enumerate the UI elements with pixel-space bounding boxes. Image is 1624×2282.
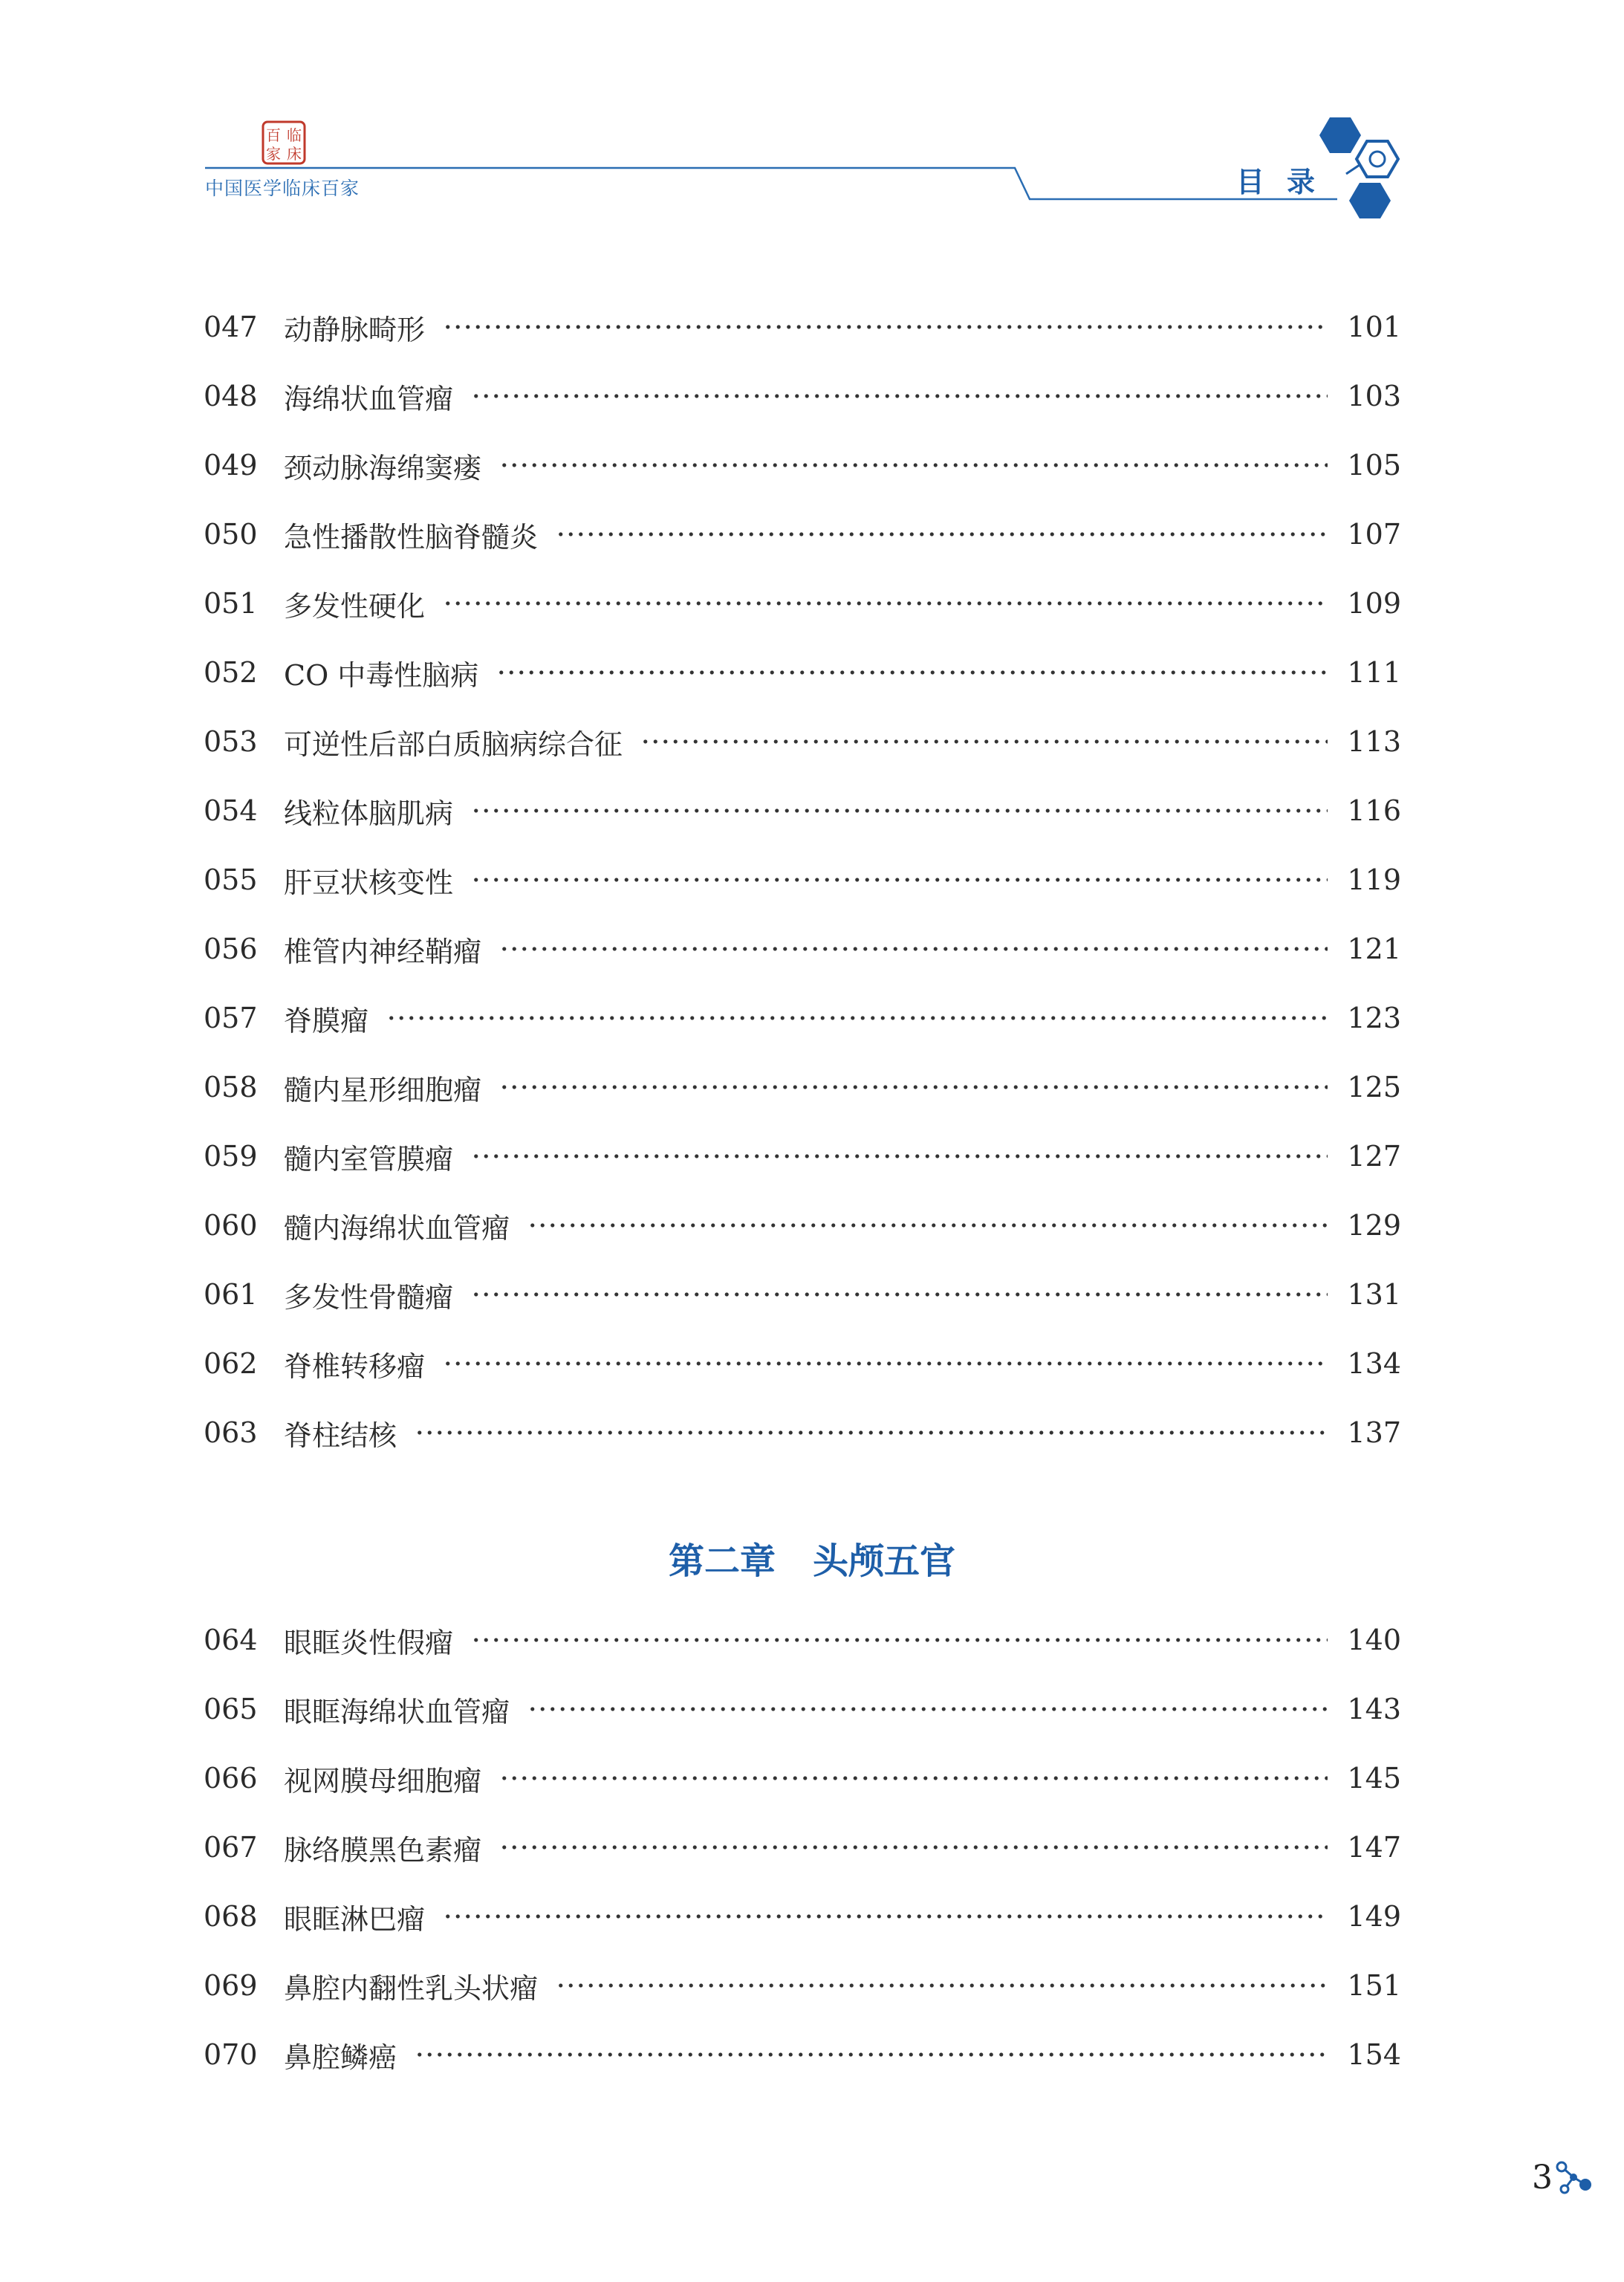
entry-title: 多发性硬化 [284, 589, 426, 623]
entry-title: 鼻腔鳞癌 [284, 2040, 397, 2074]
entry-page: 113 [1347, 725, 1401, 758]
entry-title: 髓内星形细胞瘤 [284, 1073, 482, 1106]
dot-leader [496, 669, 1328, 676]
entry-title: 海绵状血管瘤 [284, 382, 454, 415]
entry-number: 066 [204, 1762, 258, 1795]
dot-leader [471, 807, 1328, 814]
section-title: 目录 [1236, 166, 1338, 198]
entry-title: 眼眶淋巴瘤 [284, 1902, 426, 1936]
seal-logo [262, 120, 306, 165]
toc-entry[interactable] [204, 581, 1401, 626]
entry-title: 眼眶海绵状血管瘤 [284, 1695, 510, 1728]
dot-leader [471, 1636, 1328, 1644]
entry-number: 051 [204, 587, 258, 620]
toc-entry[interactable] [204, 1894, 1401, 1939]
entry-number: 055 [204, 863, 258, 896]
toc-entry[interactable] [204, 1065, 1401, 1109]
entry-page: 140 [1347, 1624, 1401, 1656]
toc-entry[interactable] [204, 1203, 1401, 1248]
entry-page: 149 [1347, 1900, 1401, 1933]
entry-page: 116 [1347, 794, 1401, 827]
svg-text:家: 家 [266, 145, 281, 163]
entry-page: 107 [1347, 518, 1401, 551]
entry-title: 动静脉畸形 [284, 313, 426, 346]
series-name: 中国医学临床百家 [205, 178, 360, 199]
entry-title: 脉络膜黑色素瘤 [284, 1833, 482, 1867]
svg-text:临: 临 [287, 126, 302, 144]
entry-page: 119 [1347, 863, 1401, 896]
entry-number: 050 [204, 518, 258, 551]
toc-entry[interactable] [204, 2032, 1401, 2077]
hexagon-icon [1308, 111, 1412, 223]
dot-leader [499, 945, 1328, 953]
entry-title: 线粒体脑肌病 [284, 797, 454, 830]
entry-number: 058 [204, 1071, 258, 1103]
entry-page: 134 [1347, 1347, 1401, 1380]
entry-number: 048 [204, 380, 258, 412]
entry-title: 视网膜母细胞瘤 [284, 1764, 482, 1798]
entry-title: 颈动脉海绵窦瘘 [284, 451, 482, 484]
entry-number: 062 [204, 1347, 258, 1380]
toc-entry[interactable] [204, 650, 1401, 695]
entry-page: 143 [1347, 1693, 1401, 1725]
entry-number: 049 [204, 449, 258, 482]
toc-entry[interactable] [204, 719, 1401, 764]
entry-page: 111 [1347, 656, 1401, 689]
entry-page: 125 [1347, 1071, 1401, 1103]
entry-page: 129 [1347, 1209, 1401, 1242]
entry-page: 151 [1347, 1969, 1401, 2002]
entry-page: 127 [1347, 1140, 1401, 1173]
toc-entry[interactable] [204, 1963, 1401, 2008]
dot-leader [499, 1844, 1328, 1851]
chapter-name: 头颅五官 [813, 1540, 956, 1582]
dot-leader [499, 1083, 1328, 1091]
entry-number: 068 [204, 1900, 258, 1933]
toc-entry[interactable] [204, 374, 1401, 418]
entry-title: 可逆性后部白质脑病综合征 [284, 727, 623, 761]
toc-entry[interactable] [204, 1410, 1401, 1455]
chapter-label: 第二章 [668, 1540, 776, 1582]
entry-number: 065 [204, 1693, 258, 1725]
toc-entry[interactable] [204, 1687, 1401, 1731]
entry-page: 147 [1347, 1831, 1401, 1864]
dot-leader [471, 1153, 1328, 1160]
toc-entry[interactable] [204, 1341, 1401, 1386]
dot-leader [443, 600, 1328, 607]
entry-number: 053 [204, 725, 258, 758]
dot-leader [499, 461, 1328, 469]
entry-page: 103 [1347, 380, 1401, 412]
toc-entry[interactable] [204, 927, 1401, 971]
toc-entry[interactable] [204, 1618, 1401, 1662]
entry-number: 060 [204, 1209, 258, 1242]
dot-leader [386, 1014, 1328, 1022]
dot-leader [471, 392, 1328, 400]
dot-leader [443, 1360, 1328, 1367]
page-header [0, 0, 1624, 238]
molecule-icon [1551, 2155, 1596, 2200]
entry-title: 脊椎转移瘤 [284, 1349, 426, 1383]
dot-leader [527, 1222, 1328, 1229]
entry-page: 101 [1347, 311, 1401, 343]
entry-number: 054 [204, 794, 258, 827]
entry-page: 105 [1347, 449, 1401, 482]
dot-leader [443, 323, 1328, 331]
toc-entry[interactable] [204, 788, 1401, 833]
entry-number: 063 [204, 1416, 258, 1449]
entry-title: 椎管内神经鞘瘤 [284, 935, 482, 968]
svg-text:床: 床 [287, 145, 302, 163]
dot-leader [443, 1913, 1328, 1920]
entry-title: 脊膜瘤 [284, 1004, 369, 1037]
entry-number: 070 [204, 2038, 258, 2071]
entry-title: 眼眶炎性假瘤 [284, 1626, 454, 1659]
dot-leader [527, 1705, 1328, 1713]
entry-page: 154 [1347, 2038, 1401, 2071]
dot-leader [415, 1429, 1328, 1436]
entry-number: 061 [204, 1278, 258, 1311]
entry-page: 109 [1347, 587, 1401, 620]
dot-leader [415, 2051, 1328, 2058]
entry-number: 052 [204, 656, 258, 689]
toc-entry[interactable] [204, 305, 1401, 349]
entry-title: 髓内室管膜瘤 [284, 1142, 454, 1176]
entry-page: 121 [1347, 933, 1401, 965]
toc-entry[interactable] [204, 512, 1401, 557]
toc-entry[interactable] [204, 1272, 1401, 1317]
toc-entry[interactable] [204, 996, 1401, 1040]
entry-number: 067 [204, 1831, 258, 1864]
entry-title: 髓内海绵状血管瘤 [284, 1211, 510, 1245]
entry-title: CO 中毒性脑病 [284, 658, 479, 692]
entry-page: 131 [1347, 1278, 1401, 1311]
dot-leader [471, 876, 1328, 884]
toc-entry[interactable] [204, 858, 1401, 902]
dot-leader [640, 738, 1328, 745]
entry-page: 145 [1347, 1762, 1401, 1795]
entry-title: 脊柱结核 [284, 1419, 397, 1452]
entry-title: 急性播散性脑脊髓炎 [284, 520, 539, 554]
svg-text:百: 百 [266, 126, 281, 144]
entry-page: 137 [1347, 1416, 1401, 1449]
dot-leader [471, 1291, 1328, 1298]
entry-number: 056 [204, 933, 258, 965]
toc-entry[interactable] [204, 1134, 1401, 1179]
entry-page: 123 [1347, 1002, 1401, 1034]
dot-leader [499, 1774, 1328, 1782]
entry-number: 069 [204, 1969, 258, 2002]
chapter-heading [0, 1532, 1624, 1584]
entry-number: 059 [204, 1140, 258, 1173]
page-number: 3 [1532, 2159, 1553, 2197]
entry-number: 047 [204, 311, 258, 343]
dot-leader [556, 1982, 1328, 1989]
entry-title: 多发性骨髓瘤 [284, 1280, 454, 1314]
toc-entry[interactable] [204, 443, 1401, 487]
dot-leader [556, 531, 1328, 538]
toc-entry[interactable] [204, 1756, 1401, 1800]
toc-entry[interactable] [204, 1825, 1401, 1870]
entry-title: 肝豆状核变性 [284, 866, 454, 899]
entry-number: 057 [204, 1002, 258, 1034]
entry-title: 鼻腔内翻性乳头状瘤 [284, 1971, 539, 2005]
entry-number: 064 [204, 1624, 258, 1656]
